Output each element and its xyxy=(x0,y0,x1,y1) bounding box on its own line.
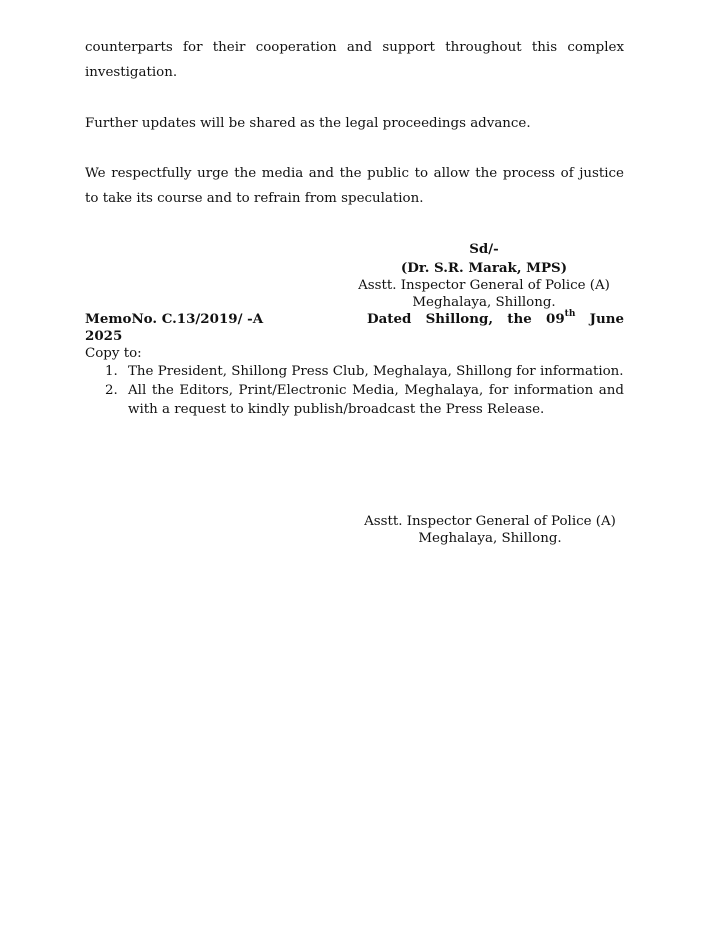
signature-sd: Sd/- xyxy=(469,241,499,257)
memo-row xyxy=(85,308,624,328)
copy-to-list xyxy=(85,362,624,419)
list-item xyxy=(85,362,624,381)
footer-designation: Asstt. Inspector General of Police (A) xyxy=(364,514,616,529)
list-item-number: 2. xyxy=(105,383,118,398)
memo-dated-word: Dated xyxy=(367,311,412,327)
memo-month: June xyxy=(589,311,624,327)
list-item xyxy=(85,381,624,419)
memo-date xyxy=(367,308,624,328)
body-paragraph-1: counterparts for their cooperation and support throughout this complex investigation. xyxy=(85,40,624,80)
body-paragraph-3: We respectfully urge the media and the public to allow the process of justice to take its course and to refrain from speculation. xyxy=(85,166,624,206)
signature-name: (Dr. S.R. Marak, MPS) xyxy=(400,260,568,276)
memo-year: 2025 xyxy=(85,328,123,344)
memo-the-word: the xyxy=(507,311,532,327)
list-item-number: 1. xyxy=(105,364,118,379)
memo-day: 09th xyxy=(546,308,576,327)
memo-place: Shillong, xyxy=(425,311,493,327)
list-item-text: The President, Shillong Press Club, Meghalaya, Shillong for information. xyxy=(128,364,624,379)
signature-location: Meghalaya, Shillong. xyxy=(412,295,556,310)
list-item-text: All the Editors, Print/Electronic Media, Meghalaya, for information and with a request to kindly publish/broadcast the Press Release. xyxy=(128,383,624,417)
body-paragraph-2: Further updates will be shared as the legal proceedings advance. xyxy=(85,116,531,131)
memo-number: MemoNo. C.13/2019/ -A xyxy=(85,311,264,327)
footer-location: Meghalaya, Shillong. xyxy=(418,531,562,546)
signature-designation: Asstt. Inspector General of Police (A) xyxy=(358,278,610,293)
memo-day-suffix: th xyxy=(564,308,576,319)
copy-to-label: Copy to: xyxy=(85,346,142,361)
